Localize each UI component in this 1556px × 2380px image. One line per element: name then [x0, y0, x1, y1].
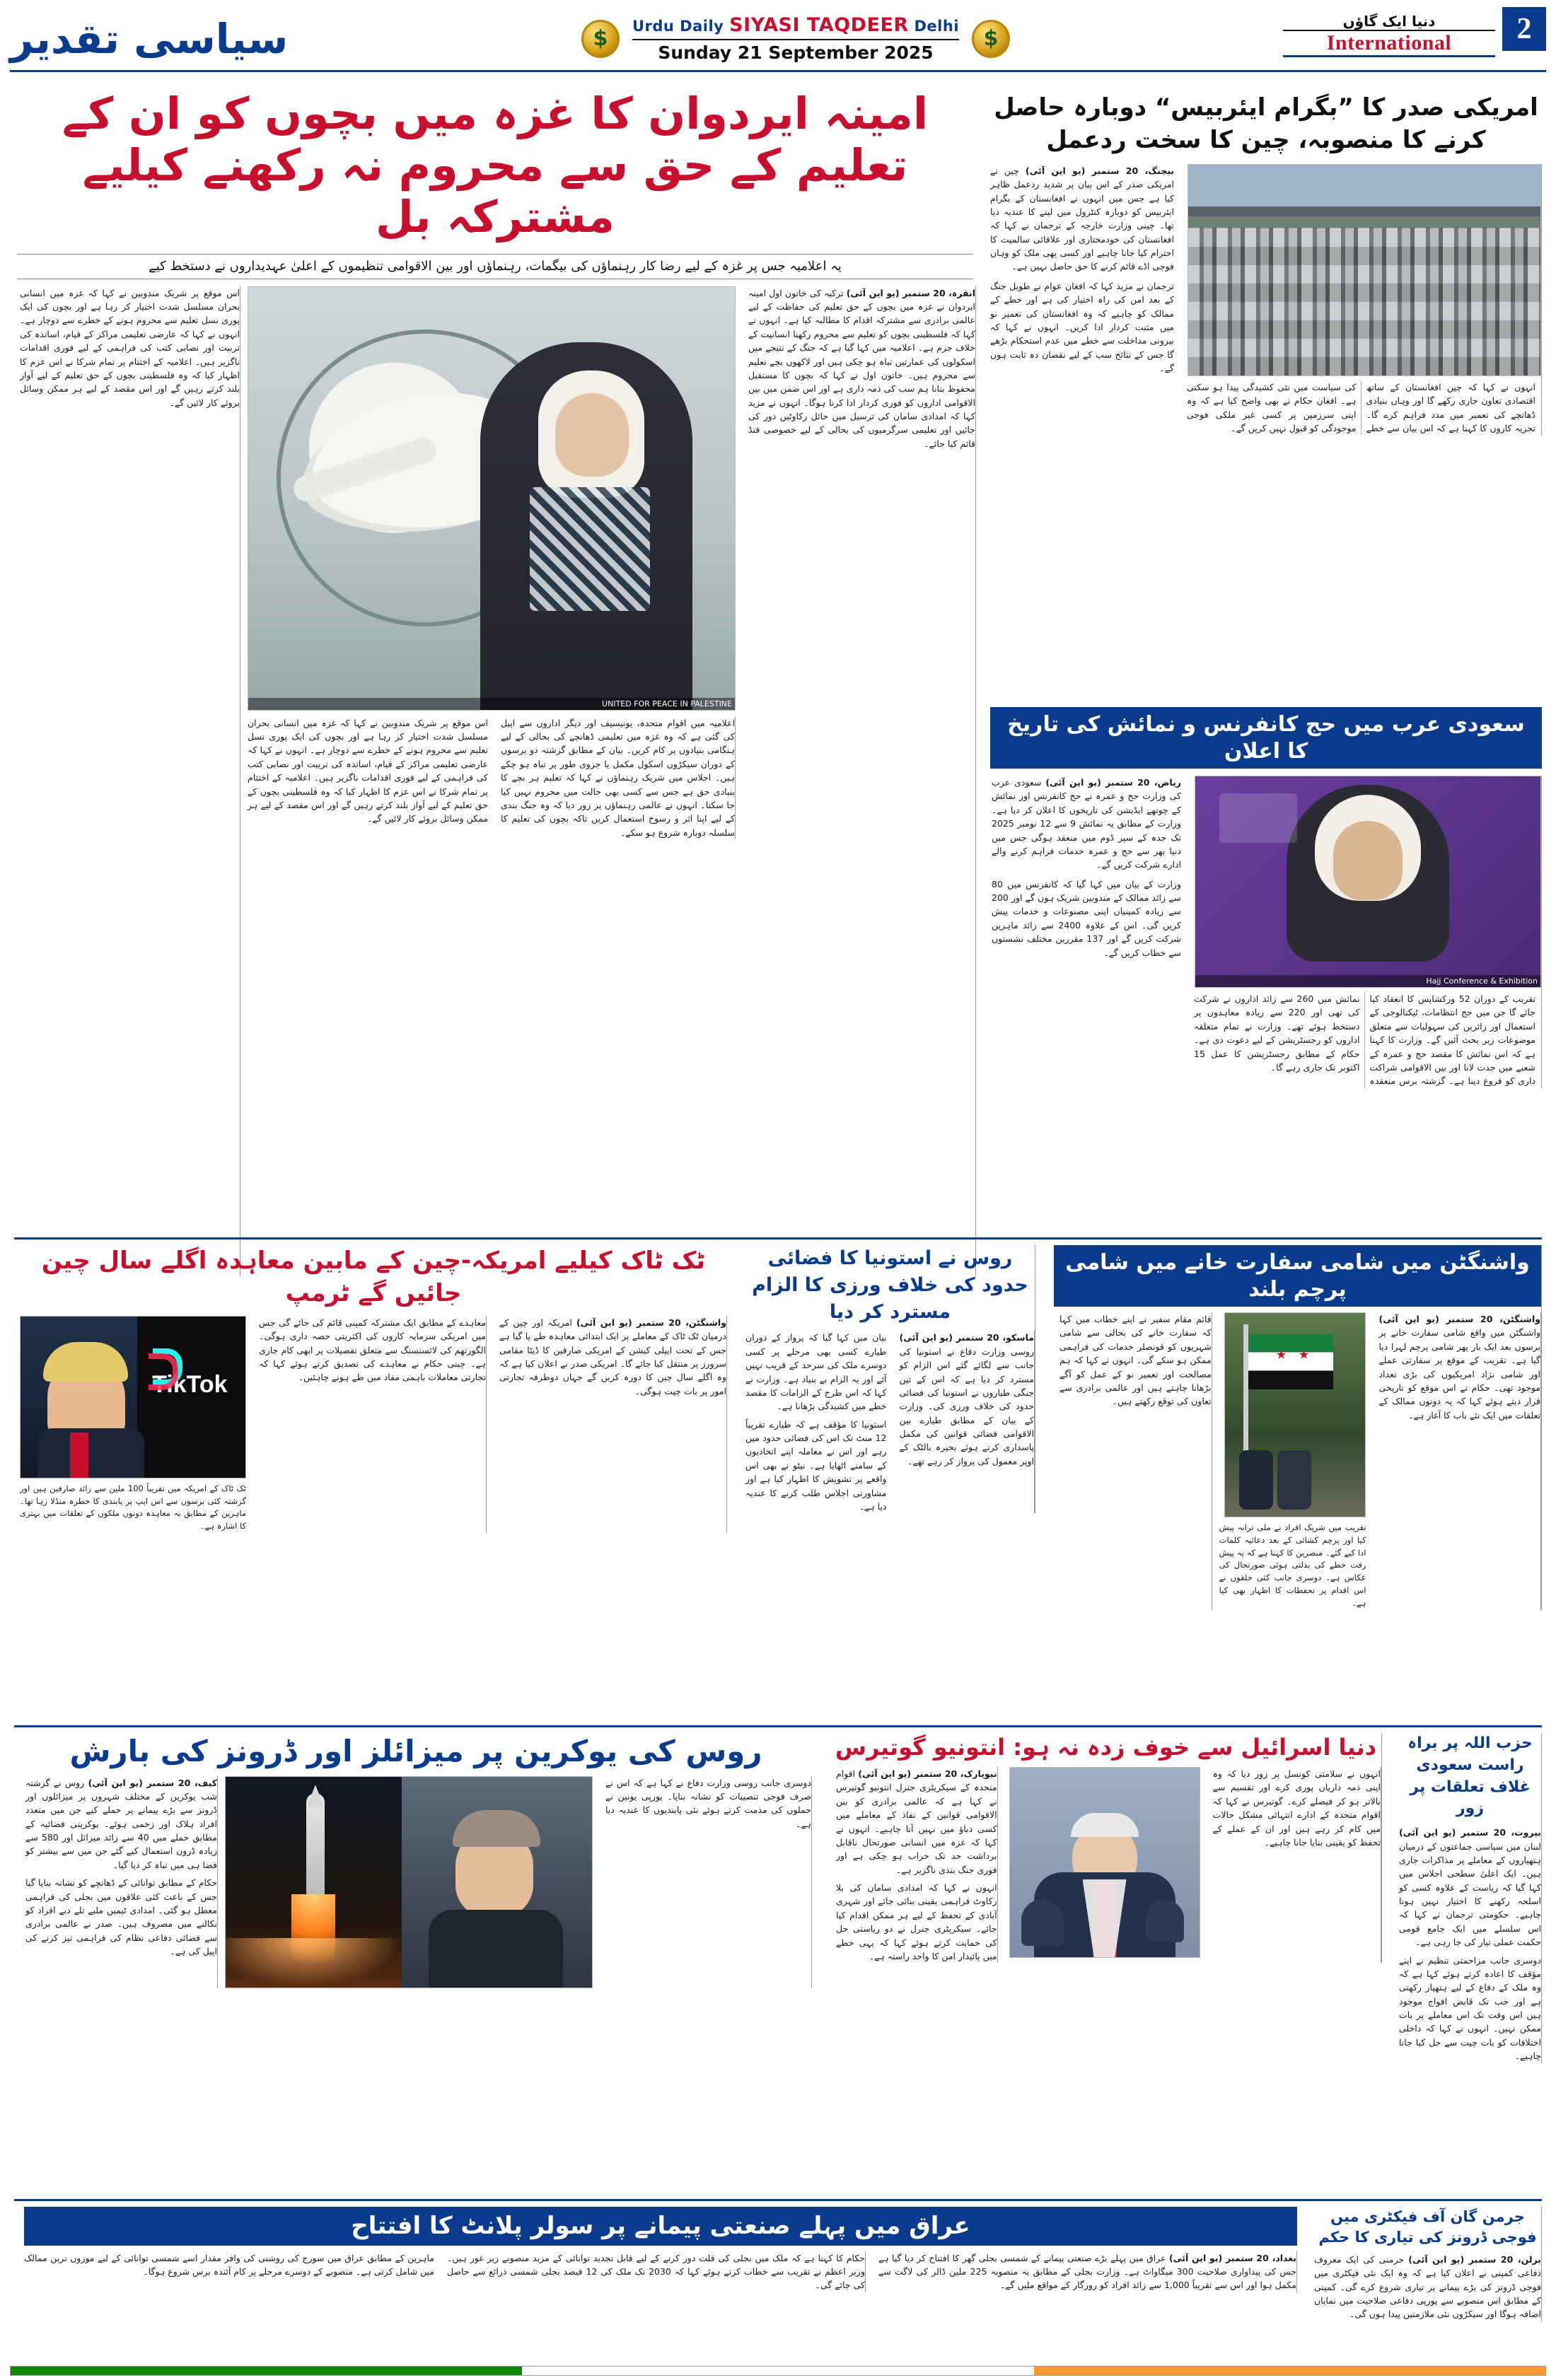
- lead-body-left: اس موقع پر شریک مندوبین نے کہا کہ غزہ میں انسانی بحران مسلسل شدت اختیار کر رہا ہے اور بچوں کی ایک پوری نسل تعلیم سے محروم ہونے کے خطرے سے دوچار ہے۔ انہوں نے کہا کہ عارضی تعلیمی مراکز کے قیام، اساتذہ کی تربیت اور نصابی کتب کی فراہمی کے لیے فوری اقدامات ناگزیر ہیں۔ اعلامیہ کے اختتام پر تمام شرکا نے اس عزم کا اظہار کیا کہ وہ فلسطینی بچوں کے حق تعلیم کے لیے آواز بلند کرتے رہیں گے اور اس مقصد کے لیے ہر ممکن وسائل بروئے کار لائیں گے۔: [20, 287, 240, 408]
- section-bar: [1283, 13, 1495, 57]
- bagram-body2: ترجمان نے مزید کہا کہ افغان عوام نے طویل جنگ کے بعد امن کی راہ اختیار کی ہے اور خطے کے ممالک کو چاہیے کہ وہ افغانستان کی تعمیر نو میں مثبت کردار ادا کریں۔ انہوں نے کہا کہ بیرونی مداخلت سے خطے میں عدم استحکام بڑھے گا جس کے نتائج سب کے لیے نقصان دہ ثابت ہوں گے۔: [990, 280, 1174, 374]
- iraq-solar-body1: عراق میں پہلے بڑے صنعتی پیمانے کے شمسی بجلی گھر کا افتتاح کر دیا گیا ہے جس کی پیداواری صلاحیت 300 میگاواٹ ہے۔ وزارت بجلی کے مطابق یہ منصوبہ 225 ملین ڈالر کی لاگت سے مکمل ہوا اور اس سے تقریباً 1,000 سے زائد افراد کو روزگار کے مواقع ملیں گے۔: [878, 2252, 1297, 2291]
- story-bagram: [990, 92, 1542, 686]
- bagram-body1: چین نے امریکی صدر کے اس بیان پر شدید ردعمل ظاہر کیا ہے جس میں انہوں نے افغانستان کے بگرام ایئربیس کو دوبارہ کنٹرول میں لینے کا عندیہ دیا تھا۔ چینی وزارت خارجہ کے ترجمان نے کہا کہ افغانستان کی خودمختاری اور علاقائی سالمیت کا احترام کیا جانا چاہیے اور کسی بھی ملک کو وہاں فوجی اڈے قائم کرنے کا حق حاصل نہیں ہے۔: [990, 165, 1174, 272]
- syria-dateline: واشنگٹن، 20 ستمبر (یو این آئی): [1378, 1314, 1541, 1324]
- iraq-solar-headline: عراق میں پہلے صنعتی پیمانے پر سولر پلانٹ کا افتتاح: [24, 2207, 1297, 2246]
- guterres-photo-col: [1005, 1767, 1200, 1963]
- lead-body-mid: اعلامیہ میں اقوام متحدہ، یونیسیف اور دیگر اداروں سے اپیل کی گئی ہے کہ وہ غزہ میں تعلیمی ڈھانچے کی بحالی کے لیے ہنگامی بنیادوں پر کام کریں۔ بیان کے مطابق گزشتہ دو برسوں کے دوران سیکڑوں اسکول مکمل یا جزوی طور پر تباہ ہو چکے ہیں۔ اجلاس میں شریک رہنماؤں نے کہا کہ تعلیم ہر بچے کا بنیادی حق ہے جس سے کسی بھی حالت میں محروم نہیں کیا جا سکتا۔ انہوں نے عالمی رہنماؤں پر زور دیا کہ وہ جنگ بندی کے لیے اپنا اثر و رسوخ استعمال کریں تاکہ بچوں کی تعلیم کا سلسلہ دوبارہ شروع ہو سکے۔: [501, 717, 735, 838]
- lead-photo: [248, 286, 736, 711]
- ukraine-body3: دوسری جانب روسی وزارت دفاع نے کہا ہے کہ اس نے صرف فوجی تنصیبات کو نشانہ بنایا۔ یورپی یونین نے حملوں کی مذمت کرتے ہوئے نئی پابندیوں کا عندیہ دیا ہے۔: [605, 1777, 811, 1829]
- bagram-headline: امریکی صدر کا ”بگرام ایئربیس“ دوبارہ حاصل کرنے کا منصوبہ، چین کا سخت ردعمل: [994, 93, 1538, 154]
- masthead-brand-urdu: سیاسی تقدیر: [10, 14, 289, 63]
- tiktok-headline: ٹک ٹاک کیلیے امریکہ-چین کے مابین معاہدہ اگلے سال چین جائیں گے ٹرمپ: [41, 1247, 706, 1307]
- tricolor-white: [522, 2367, 1033, 2375]
- russia-estonia-headline: روس نے استونیا کا فضائی حدود کی خلاف ورزی کا الزام مسترد کر دیا: [752, 1247, 1028, 1323]
- russia-estonia-dateline: ماسکو، 20 ستمبر (یو این آئی): [899, 1332, 1034, 1343]
- iraq-solar-body3: ماہرین کے مطابق عراق میں سورج کی روشنی کی وافر مقدار اسے شمسی توانائی کے لیے موزوں ترین ممالک میں شامل کرتی ہے۔ منصوبے کے دوسرے مرحلے پر کام آئندہ برس شروع ہوگا۔: [24, 2252, 434, 2277]
- tricolor-footer-strip: [10, 2366, 1546, 2376]
- hajj-dateline: ریاض، 20 ستمبر (یو این آئی): [1045, 777, 1181, 788]
- syria-body1: واشنگٹن میں واقع شامی سفارت خانے پر برسوں بعد ایک بار پھر شامی پرچم لہرا دیا گیا ہے۔ تقریب کے موقع پر سفارتی عملے اور شامی نژاد امریکیوں کی بڑی تعداد موجود تھی۔ حکام نے اس موقع کو تاریخی قرار دیتے ہوئے کہا کہ یہ دونوں ممالک کے تعلقات میں ایک نئے باب کا آغاز ہے۔: [1378, 1327, 1540, 1421]
- russia-estonia-body1: روسی وزارت دفاع نے استونیا کی جانب سے لگائے گئے اس الزام کو مسترد کر دیا ہے کہ اس کے تین جنگی طیاروں نے استونیا کی فضائی حدود کی خلاف ورزی کی۔ وزارت کے بیان کے مطابق طیارے بین الاقوامی فضائی قوانین کی مکمل پاسداری کرتے ہوئے بحیرہ بالٹک کے اوپر معمول کی پرواز کر رہے تھے۔: [899, 1346, 1034, 1466]
- masthead-urdu-daily: Urdu Daily: [632, 17, 724, 35]
- syria-headline: واشنگٹن میں شامی سفارت خانے میں شامی پرچم بلند: [1054, 1245, 1541, 1307]
- section-name-urdu: دنیا ایک گاؤں: [1342, 13, 1436, 30]
- lead-kicker: یہ اعلامیہ جس پر غزہ کے لیے رضا کار رہنماؤں کی بیگمات، رہنماؤں اور بین الاقوامی تنظیموں کے اعلیٰ عہدیداروں نے دستخط کیے: [17, 254, 973, 279]
- syria-photo-col: [1219, 1312, 1366, 1610]
- coin-glyph-2: $: [593, 26, 608, 51]
- masthead-right: [10, 7, 378, 70]
- story-hajj: [990, 707, 1542, 1202]
- syria-body3: تقریب میں شریک افراد نے ملی ترانہ پیش کیا اور پرچم کشائی کے بعد دعائیہ کلمات ادا کیے گئے۔ مبصرین کا کہنا ہے کہ یہ پیش رفت خطے کی بدلتی ہوئی صورتحال کی عکاس ہے۔ دوسری جانب کئی حلقوں نے اس اقدام پر تحفظات کا اظہار بھی کیا ہے۔: [1219, 1522, 1366, 1608]
- hajj-photo: [1195, 776, 1541, 988]
- bagram-body3: انہوں نے کہا کہ چین افغانستان کے ساتھ اقتصادی تعاون جاری رکھے گا اور وہاں بنیادی ڈھانچے کی تعمیر میں مدد فراہم کرے گا۔ تجزیہ کاروں کا کہنا ہے کہ اس بیان سے خطے کی سیاست میں نئی کشیدگی پیدا ہو سکتی ہے۔ افغان حکام نے بھی واضح کیا ہے کہ وہ اپنی سرزمین پر کسی غیر ملکی فوجی موجودگی کو قبول نہیں کریں گے۔: [1187, 381, 1535, 433]
- tiktok-photo: TikTok: [20, 1316, 246, 1478]
- story-russia-estonia: [738, 1245, 1035, 1513]
- hajj-body4: گزشتہ برس منعقدہ نمائش میں 260 سے زائد اداروں نے شرکت کی تھی اور 220 سے زیادہ معاہدوں پر دستخط ہوئے تھے۔ وزارت نے تمام متعلقہ اداروں کو رجسٹریشن کے لیے دعوت دی ہے۔ حکام کے مطابق رجسٹریشن کا عمل 15 اکتوبر تک جاری رہے گا۔: [1194, 993, 1446, 1087]
- masthead-line1: [632, 13, 959, 37]
- hajj-photo-caption: Hajj Conference & Exhibition: [1195, 975, 1540, 987]
- tiktok-body1: امریکہ اور چین کے درمیان ٹک ٹاک کے معاملے پر ایک ابتدائی معاہدہ طے پا گیا ہے جس کے تحت ایپلی کیشن کے امریکی صارفین کا ڈیٹا مقامی سرورز پر منتقل کیا جائے گا۔ امریکی صدر نے اعلان کیا ہے کہ وہ اگلے سال چین کا دورہ کریں گے جہاں دوطرفہ تجارتی امور پر بات چیت ہوگی۔: [499, 1317, 726, 1396]
- section-name-english: International: [1283, 30, 1495, 57]
- guterres-body1: اقوام متحدہ کے سیکریٹری جنرل انتونیو گوتیرس نے کہا ہے کہ عالمی برادری کو بین الاقوامی قوانین کے نفاذ کے معاملے میں کسی دباؤ میں نہیں آنا چاہیے۔ انہوں نے کہا کہ غزہ میں انسانی صورتحال ناقابل برداشت حد تک خراب ہو چکی ہے اور فوری جنگ بندی ناگزیر ہے۔: [836, 1768, 997, 1875]
- iraq-solar-body2: حکام کا کہنا ہے کہ ملک میں بجلی کی قلت دور کرنے کے لیے قابل تجدید توانائی کے مزید منصوبے زیر غور ہیں۔ وزیر اعظم نے تقریب سے خطاب کرتے ہوئے کہا کہ 2030 تک ملک کی 12 فیصد بجلی شمسی ذرائع سے حاصل کی جائے گی۔: [447, 2252, 865, 2291]
- guterres-body2: انہوں نے کہا کہ امدادی سامان کی بلا رکاوٹ فراہمی یقینی بنائی جائے اور شہری آبادی کے تحفظ کے لیے ہر ممکن اقدام کیا جائے۔ سیکریٹری جنرل نے دو ریاستی حل کی حمایت کرتے ہوئے کہا کہ یہی خطے میں پائیدار امن کا واحد راستہ ہے۔: [836, 1882, 997, 1961]
- story-drone-factory: [1308, 2207, 1542, 2321]
- hezbollah-body1: لبنان میں سیاسی جماعتوں کے درمیان ہتھیاروں کے معاملے پر مذاکرات جاری ہیں۔ ایک اعلیٰ سطحی اجلاس میں کہا گیا کہ ریاست کے علاوہ کسی کو اسلحہ رکھنے کا اختیار نہیں ہونا چاہیے۔ حکومتی ترجمان نے کہا کہ اس سلسلے میں ایک جامع قومی حکمت عملی تیار کی جا رہی ہے۔: [1399, 1841, 1541, 1948]
- guterres-body3: انہوں نے سلامتی کونسل پر زور دیا کہ وہ اپنی ذمہ داریاں پوری کرے اور تقسیم سے بالاتر ہو کر فیصلے کرے۔ گوتیرس نے کہا کہ اقوام متحدہ کے ادارے انتہائی مشکل حالات میں کام کر رہے ہیں اور ان کے عملے کے تحفظ کو یقینی بنایا جانا چاہیے۔: [1212, 1768, 1381, 1848]
- lead-dateline: انقرہ، 20 ستمبر (یو این آئی): [846, 287, 976, 298]
- tiktok-body2: معاہدے کے مطابق ایک مشترکہ کمپنی قائم کی جائے گی جس میں امریکی سرمایہ کاروں کی اکثریتی حصہ داری ہوگی۔ الگورتھم کی لائسنسنگ سے متعلق تفصیلات پر ابھی کام جاری ہے۔ چینی حکام نے معاہدے کی تصدیق کرتے ہوئے کہا کہ تجارتی معاملات باہمی مفاد میں طے ہونے چاہئیں۔: [259, 1317, 486, 1383]
- ukraine-body2: حکام کے مطابق توانائی کے ڈھانچے کو نشانہ بنایا گیا جس کے باعث کئی علاقوں میں بجلی کی فراہمی معطل ہو گئی۔ امدادی ٹیمیں ملبے تلے دبے افراد کو نکالنے میں مصروف ہیں۔ صدر نے عالمی برادری سے فضائی دفاعی نظام کی فراہمی تیز کرنے کی اپیل کی ہے۔: [25, 1877, 217, 1956]
- lead-body-right: ترکیہ کی خاتون اول امینہ ایردوان نے غزہ میں بچوں کے حق تعلیم کی حفاظت کے لیے عالمی برادری سے مشترکہ اقدام کا مطالبہ کیا ہے۔ انہوں نے کہا کہ فلسطینی بچوں کو تعلیم سے محروم رکھنا انسانیت کے خلاف جرم ہے۔ اعلامیہ میں کہا گیا ہے کہ جنگ کے نتیجے میں اسکولوں کی عمارتیں تباہ ہو چکی ہیں اور لاکھوں بچے تعلیم سے محروم ہیں۔ خاتون اول نے کہا کہ بچوں کا مستقبل محفوظ بنانا ہم سب کی ذمہ داری ہے اور اس ضمن میں بین الاقوامی اداروں کو فوری کردار ادا کرنا ہوگا۔ انہوں نے مزید کہا کہ امدادی سامان کی ترسیل میں حائل رکاوٹیں دور کی جائیں اور تعلیمی سرگرمیوں کی بحالی کے لیے خصوصی فنڈ قائم کیا جائے۔: [748, 287, 975, 449]
- middle-band: [14, 1237, 1542, 1704]
- story-iraq-solar: [24, 2207, 1297, 2292]
- coin-glyph: $: [983, 26, 999, 51]
- syria-photo: [1224, 1312, 1366, 1517]
- lead-photo-caption: UNITED FOR PEACE IN PALESTINE: [248, 698, 735, 710]
- masthead-dateblock: [632, 13, 959, 64]
- page-number: 2: [1502, 7, 1546, 51]
- hajj-body-2col: [1188, 988, 1541, 1088]
- ukraine-photo: [225, 1776, 593, 1988]
- tricolor-saffron: [1034, 2367, 1545, 2375]
- ukraine-body1: روس نے گزشتہ شب یوکرین کے مختلف شہروں پر میزائلوں اور ڈرونز سے بڑے پیمانے پر حملے کیے جن میں متعدد افراد ہلاک اور زخمی ہوئے۔ یوکرینی فضائیہ کے مطابق حملے میں 40 سے زائد میزائل اور 580 سے زیادہ ڈرون استعمال کیے گئے جن میں سے بیشتر کو فضا ہی میں تباہ کر دیا گیا۔: [25, 1777, 217, 1870]
- lead-col-left: [14, 286, 240, 1276]
- hezbollah-body2: دوسری جانب مزاحمتی تنظیم نے اپنے مؤقف کا اعادہ کرتے ہوئے کہا ہے کہ وہ ملک کے دفاع کے لیے ہتھیار رکھتی ہے اور جب تک قابض افواج موجود ہیں اس وقت تک اس معاملے پر بات ممکن نہیں۔ انہوں نے کہا کہ داخلی اختلافات کو بات چیت سے حل کیا جانا چاہیے۔: [1399, 1954, 1541, 2062]
- masthead-brand-en: SIYASI TAQDEER: [729, 13, 909, 36]
- story-syria: [1047, 1245, 1542, 1610]
- bottom-band: [14, 2199, 1542, 2355]
- guterres-headline: دنیا اسرائیل سے خوف زدہ نہ ہو: انتونیو گوتیرس: [835, 1734, 1377, 1761]
- lead-body-mid2: اس موقع پر شریک مندوبین نے کہا کہ غزہ میں انسانی بحران مسلسل شدت اختیار کر رہا ہے اور بچوں کی ایک پوری نسل تعلیم سے محروم ہونے کے خطرے سے دوچار ہے۔ انہوں نے کہا کہ عارضی تعلیمی مراکز کے قیام، اساتذہ کی تربیت اور نصابی کتب کی فراہمی کے لیے فوری اقدامات ناگزیر ہیں۔ اعلامیہ کے اختتام پر تمام شرکا نے اس عزم کا اظہار کیا کہ وہ فلسطینی بچوں کے حق تعلیم کے لیے آواز بلند کرتے رہیں گے اور اس مقصد کے لیے ہر ممکن وسائل بروئے کار لائیں گے۔: [248, 717, 488, 824]
- story-hezbollah: [1393, 1733, 1542, 2063]
- hajj-body3: تقریب کے دوران 52 ورکشاپس کا انعقاد کیا جائے گا جن میں حج انتظامات، ٹیکنالوجی کے استعمال اور زائرین کی سہولیات سے متعلق موضوعات زیر بحث آئیں گے۔ وزارت کا کہنا ہے کہ اس نمائش کا مقصد حج و عمرہ کے شعبے میں جدت لانا اور بین الاقوامی شراکت داری کو فروغ دینا ہے۔: [1369, 993, 1535, 1087]
- tricolor-green: [11, 2367, 522, 2375]
- bagram-body-2col: [1181, 376, 1541, 436]
- hajj-body1: سعودی عرب کی وزارت حج و عمرہ نے حج کانفرنس اور نمائش کے چوتھے ایڈیشن کی تاریخوں کا اعلان کر دیا ہے۔ وزارت کے مطابق یہ نمائش 9 سے 12 نومبر 2025 تک جدہ کے سپر ڈوم میں منعقد ہوگی جس میں دنیا بھر سے حج و عمرہ خدمات فراہم کرنے والے ادارے شرکت کریں گے۔: [992, 777, 1182, 870]
- coin-icon-right: [972, 20, 1010, 58]
- lead-center: [248, 286, 736, 1276]
- ukraine-photo-col: [225, 1776, 593, 1988]
- hezbollah-dateline: بیروت، 20 ستمبر (یو این آئی): [1399, 1827, 1541, 1838]
- bagram-dateline: بیجنگ، 20 ستمبر (یو این آئی): [1025, 165, 1174, 176]
- masthead-center: [378, 7, 1214, 70]
- story-tiktok: [20, 1245, 727, 1533]
- lead-story: [14, 85, 976, 1216]
- masthead-date: Sunday 21 September 2025: [632, 39, 959, 64]
- lead-col-right: [743, 286, 976, 1276]
- drone-factory-dateline: برلن، 20 ستمبر (یو این آئی): [1408, 2253, 1541, 2265]
- hajj-body2: وزارت کے بیان میں کہا گیا کہ کانفرنس میں 80 سے زائد ممالک کے مندوبین شریک ہوں گے اور 200 سے زیادہ کمپنیاں اپنی مصنوعات و خدمات پیش کریں گی۔ اس کے علاوہ 2400 سے زائد ماہرین شرکت کریں گے اور 137 مقررین مختلف نشستوں سے خطاب کریں گے۔: [992, 878, 1182, 958]
- lower-band: [14, 1725, 1542, 2185]
- masthead-city: Delhi: [914, 17, 960, 35]
- ukraine-headline: روس کی یوکرین پر میزائلز اور ڈرونز کی بارش: [69, 1734, 762, 1768]
- bagram-photo: [1188, 164, 1541, 376]
- hajj-left: [1188, 776, 1542, 1088]
- bagram-left: [1181, 164, 1542, 436]
- tiktok-photo-col: [20, 1316, 246, 1533]
- story-guterres: [823, 1733, 1382, 1963]
- tiktok-body3: ٹک ٹاک کے امریکہ میں تقریباً 100 ملین سے زائد صارفین ہیں اور گزشتہ کئی برسوں سے اس ایپ پر پابندی کا خطرہ منڈلا رہا تھا۔ ماہرین کے مطابق یہ معاہدہ دونوں ملکوں کے تعلقات میں بہتری کا اشارہ ہے۔: [20, 1483, 246, 1532]
- russia-estonia-body2: بیان میں کہا گیا کہ پرواز کے دوران طیارے کسی بھی مرحلے پر کسی دوسرے ملک کی سرحد کے قریب نہیں آئے اور یہ الزام بے بنیاد ہے۔ وزارت نے کہا کہ اس طرح کے الزامات کا مقصد خطے میں کشیدگی بڑھانا ہے۔: [745, 1332, 887, 1412]
- guterres-dateline: نیویارک، 20 ستمبر (یو این آئی): [858, 1768, 997, 1779]
- syria-body2: قائم مقام سفیر نے اپنے خطاب میں کہا کہ سفارت خانے کی بحالی سے شامی شہریوں کو قونصلر خدمات کی فراہمی ممکن ہو سکے گی۔ انہوں نے کہا کہ ہم مصالحت اور تعمیر نو کے عمل کو آگے بڑھانا چاہتے ہیں اور عالمی برادری سے تعاون کی توقع رکھتے ہیں۔: [1059, 1314, 1212, 1407]
- iraq-solar-dateline: بغداد، 20 ستمبر (یو این آئی): [1168, 2252, 1296, 2263]
- drone-factory-headline: جرمن گان آف فیکٹری میں فوجی ڈرونز کی تیاری کا حکم: [1318, 2208, 1537, 2246]
- ukraine-dateline: کیف، 20 ستمبر (یو این آئی): [88, 1777, 217, 1788]
- guterres-photo: [1009, 1767, 1200, 1958]
- hajj-right: [992, 776, 1181, 1088]
- coin-icon-left: [581, 20, 620, 58]
- lead-headline: امینہ ایردوان کا غزہ میں بچوں کو ان کے تعلیم کے حق سے محروم نہ رکھنے کیلیے مشترکہ بل: [62, 88, 929, 243]
- story-ukraine: [20, 1733, 812, 1988]
- hezbollah-headline: حزب اللہ پر براہ راست سعودی غلاف تعلقات پر زور: [1407, 1734, 1533, 1818]
- hajj-headline: سعودی عرب میں حج کانفرنس و نمائش کی تاریخ کا اعلان: [990, 707, 1542, 769]
- drone-factory-body1: جرمنی کی ایک معروف دفاعی کمپنی نے اعلان کیا ہے کہ وہ ایک نئی فیکٹری میں فوجی ڈرونز کی بڑے پیمانے پر تیاری شروع کرے گی۔ کمپنی کے مطابق اس منصوبے سے یورپی دفاعی صلاحیت میں نمایاں اضافہ ہوگا اور سیکڑوں نئی ملازمتیں پیدا ہوں گی۔: [1314, 2253, 1541, 2320]
- bagram-right: [990, 164, 1174, 436]
- russia-estonia-body3: استونیا کا مؤقف ہے کہ طیارے تقریباً 12 منٹ تک اس کی فضائی حدود میں رہے اور اس نے معاملہ اپنے اتحادیوں کے سامنے اٹھایا ہے۔ نیٹو نے بھی اس واقعے پر تشویش کا اظہار کیا ہے اور مشاورتی اجلاس طلب کرنے کا عندیہ دیا ہے۔: [745, 1418, 887, 1512]
- tiktok-dateline: واشنگٹن، 20 ستمبر (یو این آئی): [576, 1317, 726, 1328]
